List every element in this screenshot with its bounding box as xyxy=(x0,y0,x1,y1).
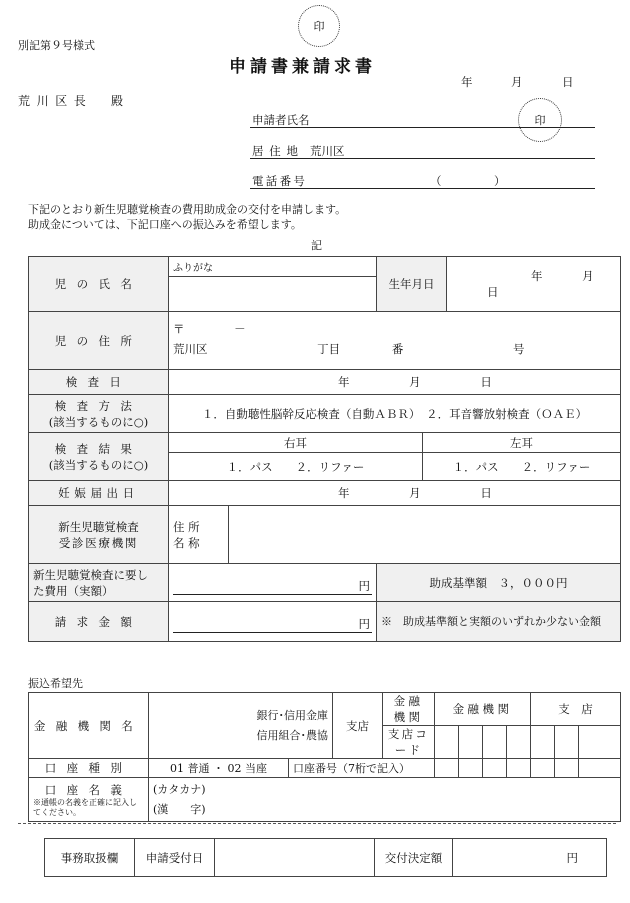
received-date-label: 申請受付日 xyxy=(135,839,215,877)
institution-type-field[interactable] xyxy=(149,693,333,759)
standard-amount: 助成基準額 ３，０００円 xyxy=(377,564,621,602)
postal-dash: － xyxy=(234,321,246,336)
account-digit-1[interactable] xyxy=(435,759,459,778)
bank-code-header: 金融機関 xyxy=(435,693,531,726)
decided-amount-field[interactable] xyxy=(453,839,607,877)
branch-label: 支店 xyxy=(346,718,370,733)
holder-note: ※通帳の名義を正確に記入してください。 xyxy=(33,797,137,817)
pregnancy-month: 月 xyxy=(409,486,421,500)
account-digit-7[interactable] xyxy=(579,759,621,778)
clinic-address-label: 住 所 xyxy=(173,519,200,534)
form-number: 別記第９号様式 xyxy=(18,39,95,52)
child-address-go: 号 xyxy=(512,341,525,356)
claim-field[interactable] xyxy=(169,602,377,642)
holder-label-cell xyxy=(29,778,149,822)
child-name-field[interactable] xyxy=(169,277,377,312)
birthdate-field[interactable] xyxy=(447,257,621,312)
child-address-ward: 荒川区 xyxy=(173,341,208,356)
exam-day: 日 xyxy=(480,375,492,389)
phone-paren-close: ） xyxy=(494,174,506,188)
cost-field[interactable] xyxy=(169,564,377,602)
child-name-label: 児の氏名 xyxy=(29,257,169,312)
cost-label-cell xyxy=(29,564,169,602)
bank-table xyxy=(28,692,621,822)
intro-line-2: 助成金については、下記口座への振込みを希望します。 xyxy=(28,218,302,231)
bank-heading: 振込希望先 xyxy=(28,677,83,690)
office-use-label: 事務取扱欄 xyxy=(45,839,135,877)
account-digit-3[interactable] xyxy=(483,759,507,778)
form-title: 申請書兼請求書 xyxy=(229,57,376,77)
result-label-cell xyxy=(29,433,169,481)
date-year-field[interactable]: 年 xyxy=(461,75,473,89)
pregnancy-date-field[interactable] xyxy=(169,481,621,506)
cut-line xyxy=(18,823,616,824)
branch-field[interactable] xyxy=(333,693,383,759)
decided-amount-label: 交付決定額 xyxy=(375,839,453,877)
clinic-label-1: 新生児聴覚検査 xyxy=(58,519,139,534)
holder-label: 口座名義 xyxy=(44,782,133,797)
top-seal-stamp xyxy=(298,5,340,47)
institution-type-2: 信用組合･農協 xyxy=(256,728,329,742)
claim-note: ※ 助成基準額と実額のいずれか少ない金額 xyxy=(377,602,621,642)
method-label-cell xyxy=(29,395,169,433)
claim-label: 請求金額 xyxy=(29,602,169,642)
applicant-name-label: 申請者氏名 xyxy=(252,113,310,127)
pregnancy-day: 日 xyxy=(480,486,492,500)
received-date-field[interactable] xyxy=(215,839,375,877)
decided-yen: 円 xyxy=(566,850,578,865)
furigana-label: ふりがな xyxy=(173,263,213,274)
address-label: 居住地 xyxy=(252,144,304,158)
phone-paren-open: （ xyxy=(430,174,442,188)
office-use-table xyxy=(44,838,607,877)
birthdate-label: 生年月日 xyxy=(377,257,447,312)
left-ear-header: 左耳 xyxy=(423,433,621,453)
account-digit-5[interactable] xyxy=(531,759,555,778)
applicant-name-line[interactable] xyxy=(250,127,595,128)
phone-label: 電話番号 xyxy=(252,174,308,188)
code-label-1: 金融機関 xyxy=(383,693,435,726)
exam-month: 月 xyxy=(409,375,421,389)
ki-marker: 記 xyxy=(311,239,322,252)
cost-label-1: 新生児聴覚検査に要し xyxy=(33,567,148,582)
clinic-label-cell xyxy=(29,506,169,564)
institution-type-1: 銀行･信用金庫 xyxy=(256,708,329,722)
account-digit-6[interactable] xyxy=(555,759,579,778)
child-address-ban: 番 xyxy=(391,341,404,356)
child-address-label: 児の住所 xyxy=(29,312,169,370)
claim-yen: 円 xyxy=(173,616,372,633)
branch-code-box-2[interactable] xyxy=(555,726,579,759)
birth-month: 月 xyxy=(582,269,594,283)
holder-field[interactable] xyxy=(149,778,621,822)
clinic-field[interactable] xyxy=(229,506,621,564)
code-label-2: 支店コード xyxy=(383,726,435,759)
method-options[interactable]: １．自動聴性脳幹反応検査（自動ＡＢＲ） ２．耳音響放射検査（ＯＡＥ） xyxy=(169,395,621,433)
bank-code-box-4[interactable] xyxy=(507,726,531,759)
intro-line-1: 下記のとおり新生児聴覚検査の費用助成金の交付を申請します。 xyxy=(28,203,347,216)
applicant-seal-stamp xyxy=(518,98,562,142)
holder-kanji-label: (漢 字) xyxy=(153,802,206,816)
account-type-label: 口座種別 xyxy=(29,759,149,778)
method-note: (該当するものに○) xyxy=(48,414,149,429)
branch-code-box-1[interactable] xyxy=(531,726,555,759)
child-address-chome: 丁目 xyxy=(317,341,341,356)
date-day-field[interactable]: 日 xyxy=(562,75,574,89)
application-table xyxy=(28,256,621,642)
branch-code-header: 支 店 xyxy=(531,693,621,726)
account-digit-4[interactable] xyxy=(507,759,531,778)
address-line[interactable] xyxy=(250,158,595,159)
furigana-field[interactable] xyxy=(169,257,377,277)
pregnancy-label: 妊娠届出日 xyxy=(29,481,169,506)
addressee: 荒川区長 殿 xyxy=(18,94,130,108)
method-label: 検査方法 xyxy=(54,398,143,413)
pregnancy-year: 年 xyxy=(338,486,350,500)
right-ear-options[interactable]: １．パス ２．リファー xyxy=(169,453,423,481)
bank-code-box-1[interactable] xyxy=(435,726,459,759)
child-address-field[interactable] xyxy=(169,312,621,370)
address-value: 荒川区 xyxy=(310,144,345,158)
result-note: (該当するものに○) xyxy=(48,457,149,472)
bank-code-box-3[interactable] xyxy=(483,726,507,759)
holder-kana-label: (カタカナ) xyxy=(153,782,206,796)
exam-date-label: 検査日 xyxy=(29,370,169,395)
account-type-options[interactable]: 01 普通 ・ 02 当座 xyxy=(149,759,289,778)
exam-date-field[interactable] xyxy=(169,370,621,395)
clinic-subfield-labels xyxy=(169,506,229,564)
result-label: 検査結果 xyxy=(54,441,143,456)
date-month-field[interactable]: 月 xyxy=(511,75,523,89)
clinic-name-label: 名 称 xyxy=(173,535,200,550)
birth-year: 年 xyxy=(531,269,543,283)
cost-yen: 円 xyxy=(173,578,372,595)
exam-year: 年 xyxy=(338,375,350,389)
phone-line[interactable] xyxy=(250,188,595,189)
account-digit-2[interactable] xyxy=(459,759,483,778)
cost-label-2: た費用（実額） xyxy=(33,583,114,598)
postal-mark: 〒 xyxy=(173,321,185,336)
branch-code-box-3[interactable] xyxy=(579,726,621,759)
right-ear-header: 右耳 xyxy=(169,433,423,453)
institution-label: 金融機関名 xyxy=(29,693,149,759)
clinic-label-2: 受診医療機関 xyxy=(58,535,139,550)
bank-code-box-2[interactable] xyxy=(459,726,483,759)
left-ear-options[interactable]: １．パス ２．リファー xyxy=(423,453,621,481)
birth-day: 日 xyxy=(487,285,499,299)
account-number-label: 口座番号（7桁で記入） xyxy=(289,759,435,778)
applicant-seal-text: 印 xyxy=(534,114,546,127)
top-seal-text: 印 xyxy=(313,20,325,33)
